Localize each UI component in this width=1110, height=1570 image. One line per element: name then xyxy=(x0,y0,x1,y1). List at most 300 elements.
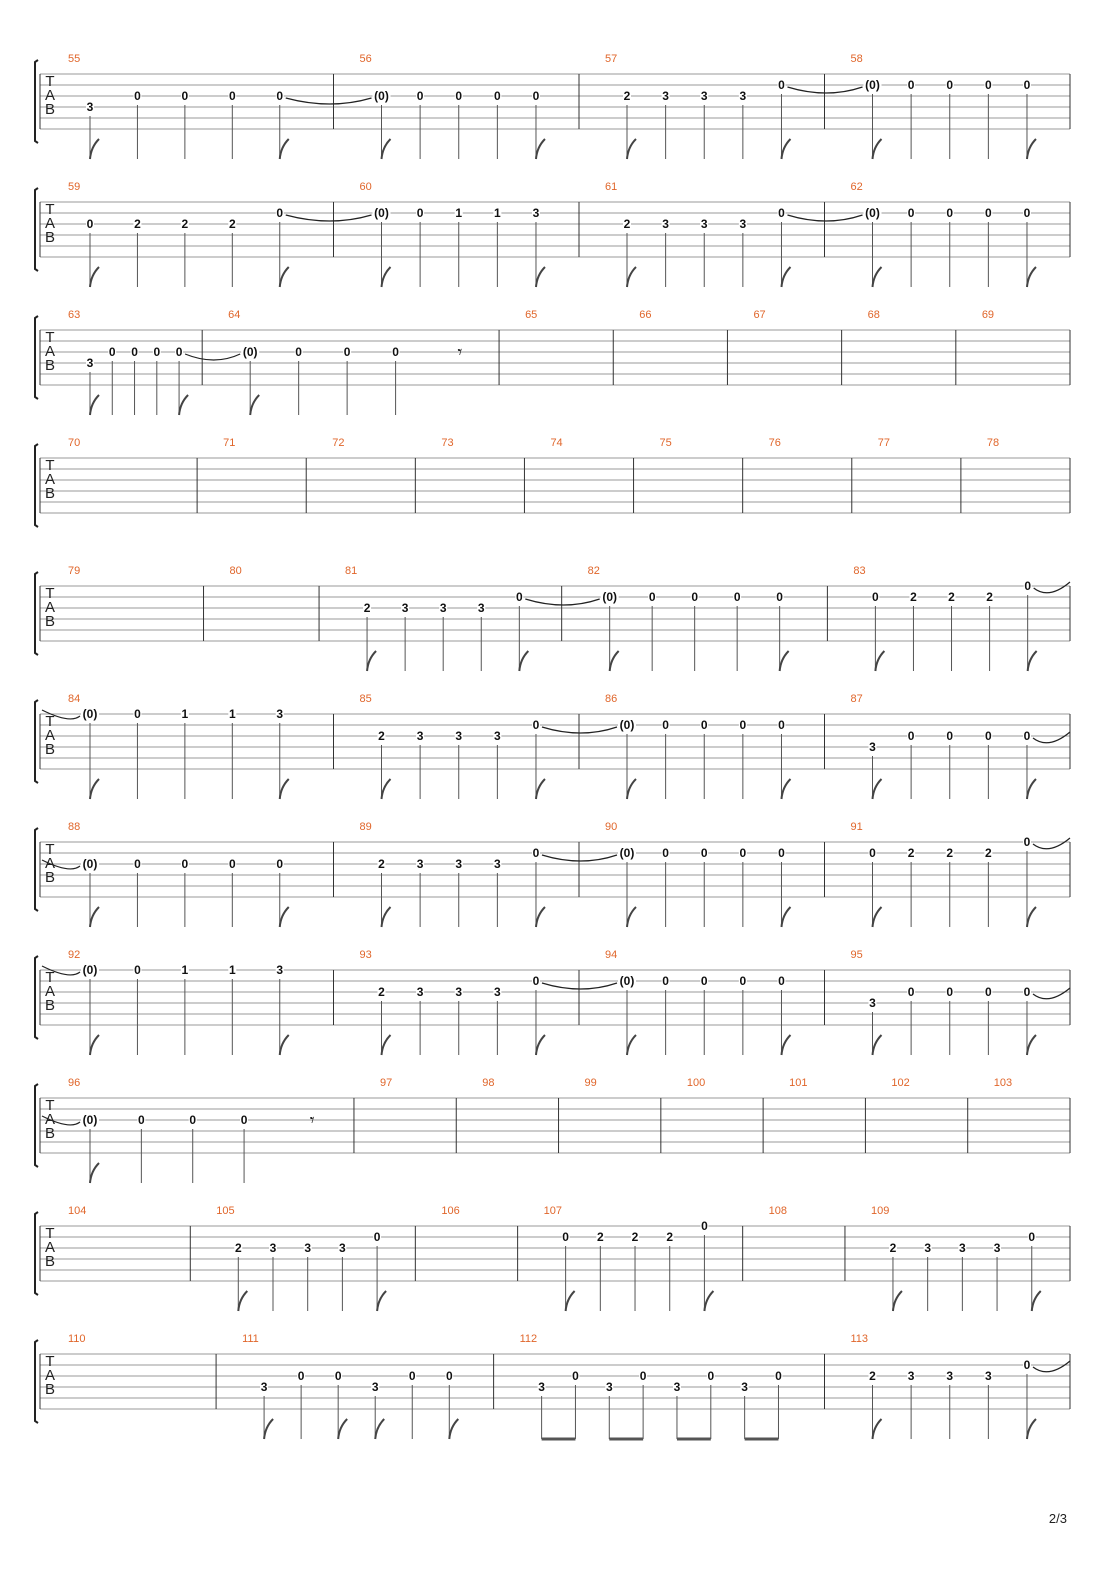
note-flag xyxy=(780,651,789,671)
tie-arc xyxy=(1033,732,1070,743)
fret-number: 0 xyxy=(872,590,879,604)
fret-number: 3 xyxy=(946,1369,954,1383)
note-flag xyxy=(519,651,528,671)
bar-number: 92 xyxy=(68,949,81,961)
fret-number: 3 xyxy=(959,1241,966,1255)
note-flag xyxy=(1027,779,1036,799)
fret-number: 2 xyxy=(378,857,385,871)
fret-number: 2 xyxy=(228,217,236,231)
fret-number: 3 xyxy=(371,1380,379,1394)
clef-letter: B xyxy=(44,1125,56,1142)
bar-number: 65 xyxy=(525,309,538,321)
note-flag xyxy=(280,1035,289,1055)
note-flag xyxy=(382,1035,391,1055)
fret-number: 0 xyxy=(639,1369,647,1383)
clef-letter: A xyxy=(44,343,56,360)
fret-number: 0 xyxy=(700,846,708,860)
clef-letter: B xyxy=(44,1381,56,1398)
tie-arc xyxy=(1033,988,1070,999)
fret-number: 0 xyxy=(907,985,915,999)
fret-number: 0 xyxy=(1024,579,1032,593)
system-bracket xyxy=(35,60,38,143)
bar-number: 109 xyxy=(870,1205,890,1217)
bar-number: 57 xyxy=(605,53,618,65)
note-flag xyxy=(1027,907,1036,927)
fret-number: 3 xyxy=(339,1241,346,1255)
fret-number: 0 xyxy=(700,718,708,732)
fret-number: 0 xyxy=(662,718,669,732)
fret-number: 0 xyxy=(778,846,785,860)
note-flag xyxy=(536,267,545,287)
tie-arc xyxy=(1033,838,1070,849)
fret-number: 0 xyxy=(134,963,141,977)
clef-letter: B xyxy=(44,229,56,246)
bar-number: 95 xyxy=(850,949,863,961)
fret-number: 0 xyxy=(494,89,501,103)
fret-number: 0 xyxy=(778,78,785,92)
note-flag xyxy=(367,651,376,671)
bar-number: 91 xyxy=(850,821,863,833)
fret-number: (0) xyxy=(619,846,635,860)
bar-number: 102 xyxy=(891,1077,910,1089)
bar-number: 68 xyxy=(867,309,880,321)
fret-number: 0 xyxy=(572,1369,579,1383)
fret-number: 2 xyxy=(631,1230,639,1244)
fret-number: (0) xyxy=(602,590,618,604)
tab-system xyxy=(35,949,1070,1055)
note-flag xyxy=(238,1291,247,1311)
bar-number: 110 xyxy=(68,1333,86,1345)
bar-number: 66 xyxy=(639,309,652,321)
clef-letter: B xyxy=(44,101,56,118)
clef-letter: A xyxy=(44,1111,56,1128)
note-flag xyxy=(90,1035,99,1055)
fret-number: 0 xyxy=(134,707,141,721)
bar-number: 63 xyxy=(68,309,81,321)
fret-number: 3 xyxy=(993,1241,1001,1255)
note-flag xyxy=(1027,267,1036,287)
clef-letter: T xyxy=(45,73,55,90)
note-flag xyxy=(90,395,99,415)
tab-system xyxy=(35,181,1070,287)
fret-number: 3 xyxy=(276,707,284,721)
note-flag xyxy=(873,907,882,927)
fret-number: 0 xyxy=(985,729,992,743)
page-number: 2/3 xyxy=(1048,1511,1067,1526)
fret-number: 2 xyxy=(889,1241,897,1255)
fret-number: (0) xyxy=(82,963,98,977)
bar-number: 60 xyxy=(359,181,372,193)
fret-number: 3 xyxy=(673,1380,681,1394)
clef-letter: T xyxy=(45,841,55,858)
fret-number: 0 xyxy=(701,1219,708,1233)
system-bracket xyxy=(35,956,38,1039)
fret-number: 1 xyxy=(181,707,189,721)
tab-system xyxy=(35,821,1070,927)
note-flag xyxy=(875,651,884,671)
bar-number: 84 xyxy=(68,693,81,705)
bar-number: 82 xyxy=(587,565,600,577)
note-flag xyxy=(1027,139,1036,159)
bar-number: 106 xyxy=(441,1205,460,1217)
fret-number: 3 xyxy=(455,985,463,999)
note-flag xyxy=(536,139,545,159)
clef-letter: B xyxy=(44,613,56,630)
note-flag xyxy=(90,907,99,927)
fret-number: 0 xyxy=(739,974,747,988)
fret-number: 3 xyxy=(86,356,94,370)
tie-arc xyxy=(185,354,240,360)
eighth-rest: 𝄾 xyxy=(457,342,463,363)
fret-number: 0 xyxy=(1023,985,1031,999)
fret-number: 2 xyxy=(946,846,954,860)
fret-number: 0 xyxy=(946,729,954,743)
fret-number: 2 xyxy=(910,590,917,604)
bar-number: 79 xyxy=(68,565,81,577)
bar-number: 100 xyxy=(686,1077,706,1089)
fret-number: 0 xyxy=(373,1230,381,1244)
fret-number: 3 xyxy=(416,985,424,999)
fret-number: 3 xyxy=(494,985,501,999)
fret-number: 0 xyxy=(392,345,399,359)
fret-number: 0 xyxy=(175,345,183,359)
note-flag xyxy=(627,267,636,287)
system-bracket xyxy=(35,1340,38,1423)
system-bracket xyxy=(35,572,38,655)
fret-number: 3 xyxy=(455,857,463,871)
fret-number: 0 xyxy=(408,1369,416,1383)
fret-number: 2 xyxy=(181,217,189,231)
fret-number: 0 xyxy=(181,89,189,103)
fret-number: 3 xyxy=(700,89,708,103)
fret-number: (0) xyxy=(865,78,880,92)
clef-letter: T xyxy=(45,329,55,346)
bar-number: 80 xyxy=(229,565,242,577)
note-flag xyxy=(90,1163,99,1183)
fret-number: 0 xyxy=(739,846,747,860)
note-flag xyxy=(449,1419,458,1439)
tie-arc xyxy=(286,98,372,104)
bar-number: 83 xyxy=(853,565,866,577)
bar-number: 89 xyxy=(359,821,372,833)
fret-number: 1 xyxy=(228,707,236,721)
fret-number: 0 xyxy=(662,846,669,860)
fret-number: 3 xyxy=(924,1241,932,1255)
note-flag xyxy=(873,779,882,799)
fret-number: 0 xyxy=(946,206,954,220)
bar-number: 64 xyxy=(228,309,241,321)
fret-number: 0 xyxy=(515,590,523,604)
bar-number: 58 xyxy=(850,53,863,65)
fret-number: 0 xyxy=(739,718,747,732)
fret-number: 0 xyxy=(297,1369,305,1383)
note-flag xyxy=(873,267,882,287)
note-flag xyxy=(90,139,99,159)
fret-number: 2 xyxy=(985,846,992,860)
fret-number: 0 xyxy=(131,345,138,359)
fret-number: (0) xyxy=(619,718,635,732)
fret-number: 1 xyxy=(228,963,236,977)
bar-number: 88 xyxy=(68,821,81,833)
fret-number: 3 xyxy=(401,601,409,615)
fret-number: 0 xyxy=(445,1369,453,1383)
fret-number: 0 xyxy=(134,89,141,103)
bar-number: 104 xyxy=(68,1205,87,1217)
note-flag xyxy=(280,907,289,927)
fret-number: 3 xyxy=(416,729,424,743)
fret-number: 0 xyxy=(1023,78,1031,92)
bar-number: 62 xyxy=(850,181,863,193)
fret-number: 0 xyxy=(343,345,351,359)
fret-number: 0 xyxy=(276,206,284,220)
bar-number: 86 xyxy=(605,693,618,705)
fret-number: 0 xyxy=(416,89,424,103)
bar-number: 111 xyxy=(242,1333,259,1345)
tie-arc xyxy=(286,215,372,221)
fret-number: 0 xyxy=(228,89,236,103)
clef-letter: B xyxy=(44,997,56,1014)
fret-number: 2 xyxy=(234,1241,242,1255)
tab-system xyxy=(35,53,1070,159)
fret-number: 0 xyxy=(276,89,284,103)
fret-number: 0 xyxy=(334,1369,342,1383)
fret-number: 0 xyxy=(228,857,236,871)
bar-number: 113 xyxy=(850,1333,869,1345)
fret-number: 0 xyxy=(691,590,699,604)
fret-number: 0 xyxy=(700,974,708,988)
bar-number: 76 xyxy=(768,437,781,449)
bar-number: 105 xyxy=(216,1205,235,1217)
fret-number: 0 xyxy=(181,857,189,871)
system-bracket xyxy=(35,444,38,527)
bar-number: 55 xyxy=(68,53,81,65)
note-flag xyxy=(338,1419,347,1439)
note-flag xyxy=(1032,1291,1041,1311)
note-flag xyxy=(566,1291,575,1311)
clef-letter: T xyxy=(45,1353,55,1370)
fret-number: 0 xyxy=(907,729,915,743)
note-flag xyxy=(627,779,636,799)
eighth-rest: 𝄾 xyxy=(309,1110,315,1131)
fret-number: 3 xyxy=(494,729,501,743)
clef-letter: A xyxy=(44,471,56,488)
note-flag xyxy=(264,1419,273,1439)
fret-number: (0) xyxy=(374,206,389,220)
fret-number: 3 xyxy=(86,100,94,114)
bar-number: 97 xyxy=(379,1077,393,1089)
system-bracket xyxy=(35,700,38,783)
note-flag xyxy=(627,1035,636,1055)
fret-number: (0) xyxy=(82,857,98,871)
fret-number: 3 xyxy=(985,1369,992,1383)
bar-number: 70 xyxy=(68,437,81,449)
note-flag xyxy=(179,395,188,415)
fret-number: 1 xyxy=(181,963,189,977)
fret-number: 2 xyxy=(623,217,631,231)
fret-number: 0 xyxy=(108,345,116,359)
note-flag xyxy=(382,907,391,927)
bar-number: 94 xyxy=(605,949,618,961)
bar-number: 71 xyxy=(223,437,236,449)
note-flag xyxy=(873,139,882,159)
fret-number: 0 xyxy=(907,206,915,220)
fret-number: 0 xyxy=(648,590,656,604)
fret-number: 2 xyxy=(134,217,141,231)
tie-arc xyxy=(525,599,599,605)
bar-number: 59 xyxy=(68,181,81,193)
fret-number: 0 xyxy=(1023,835,1031,849)
bar-number: 90 xyxy=(605,821,618,833)
note-flag xyxy=(781,139,790,159)
fret-number: 3 xyxy=(741,1380,748,1394)
fret-number: 0 xyxy=(86,217,94,231)
bar-number: 108 xyxy=(768,1205,788,1217)
note-flag xyxy=(781,1035,790,1055)
system-bracket xyxy=(35,188,38,271)
clef-letter: T xyxy=(45,201,55,218)
fret-number: 0 xyxy=(240,1113,248,1127)
bar-number: 77 xyxy=(877,437,891,449)
tab-system xyxy=(35,1333,1070,1439)
fret-number: 3 xyxy=(700,217,708,231)
note-flag xyxy=(536,779,545,799)
clef-letter: A xyxy=(44,1239,56,1256)
fret-number: 3 xyxy=(739,217,747,231)
fret-number: 3 xyxy=(477,601,485,615)
fret-number: 0 xyxy=(532,89,540,103)
note-flag xyxy=(781,779,790,799)
note-flag xyxy=(1028,651,1037,671)
fret-number: 2 xyxy=(666,1230,674,1244)
fret-number: 0 xyxy=(778,718,785,732)
note-flag xyxy=(382,267,391,287)
fret-number: 2 xyxy=(623,89,631,103)
bar-number: 112 xyxy=(519,1333,538,1345)
clef-letter: B xyxy=(44,357,56,374)
fret-number: 0 xyxy=(946,78,954,92)
clef-letter: A xyxy=(44,855,56,872)
fret-number: 3 xyxy=(605,1380,613,1394)
bar-number: 69 xyxy=(981,309,995,321)
note-flag xyxy=(627,139,636,159)
clef-letter: A xyxy=(44,983,56,1000)
bar-number: 73 xyxy=(441,437,454,449)
note-flag xyxy=(704,1291,713,1311)
fret-number: 0 xyxy=(1023,206,1031,220)
tie-arc xyxy=(1033,1361,1070,1372)
fret-number: 2 xyxy=(948,590,955,604)
bar-number: 72 xyxy=(332,437,345,449)
bar-number: 99 xyxy=(584,1077,597,1089)
fret-number: 0 xyxy=(778,206,785,220)
fret-number: 3 xyxy=(662,217,669,231)
fret-number: 0 xyxy=(985,206,992,220)
clef-letter: A xyxy=(44,215,56,232)
bar-number: 87 xyxy=(850,693,863,705)
note-flag xyxy=(781,267,790,287)
tab-system xyxy=(35,309,1070,415)
note-flag xyxy=(280,779,289,799)
fret-number: 0 xyxy=(1028,1230,1036,1244)
fret-number: 3 xyxy=(907,1369,915,1383)
fret-number: 0 xyxy=(532,718,540,732)
bar-number: 56 xyxy=(359,53,372,65)
fret-number: 0 xyxy=(946,985,954,999)
tab-system xyxy=(35,693,1070,799)
tab-system xyxy=(35,1205,1070,1311)
clef-letter: A xyxy=(44,727,56,744)
bar-number: 81 xyxy=(345,565,358,577)
tab-system xyxy=(35,1077,1070,1183)
fret-number: 0 xyxy=(662,974,669,988)
fret-number: 0 xyxy=(455,89,463,103)
bar-number: 78 xyxy=(986,437,1000,449)
fret-number: 0 xyxy=(776,590,783,604)
fret-number: 0 xyxy=(532,846,540,860)
fret-number: 3 xyxy=(532,206,540,220)
system-bracket xyxy=(35,316,38,399)
tab-system xyxy=(35,437,1070,527)
system-bracket xyxy=(35,828,38,911)
bar-number: 67 xyxy=(753,309,766,321)
note-flag xyxy=(610,651,619,671)
fret-number: 0 xyxy=(907,78,915,92)
fret-number: 0 xyxy=(775,1369,782,1383)
fret-number: (0) xyxy=(82,1113,98,1127)
fret-number: 0 xyxy=(985,985,992,999)
tie-arc xyxy=(1034,582,1070,593)
fret-number: 3 xyxy=(260,1380,268,1394)
fret-number: 0 xyxy=(532,974,540,988)
bar-number: 103 xyxy=(993,1077,1013,1089)
system-bracket xyxy=(35,1212,38,1295)
fret-number: 0 xyxy=(1023,729,1031,743)
fret-number: 3 xyxy=(494,857,501,871)
fret-number: 0 xyxy=(985,78,992,92)
note-flag xyxy=(1027,1035,1036,1055)
fret-number: 2 xyxy=(378,985,385,999)
fret-number: 3 xyxy=(869,996,876,1010)
bar-number: 107 xyxy=(543,1205,562,1217)
fret-number: 3 xyxy=(739,89,747,103)
fret-number: 3 xyxy=(439,601,447,615)
clef-letter: B xyxy=(44,1253,56,1270)
fret-number: 0 xyxy=(707,1369,715,1383)
note-flag xyxy=(1027,1419,1036,1439)
bar-number: 101 xyxy=(789,1077,808,1089)
note-flag xyxy=(375,1419,384,1439)
fret-number: 0 xyxy=(416,206,424,220)
note-flag xyxy=(382,779,391,799)
clef-letter: B xyxy=(44,741,56,758)
fret-number: 0 xyxy=(189,1113,197,1127)
fret-number: 3 xyxy=(869,740,876,754)
bar-number: 93 xyxy=(359,949,372,961)
fret-number: 1 xyxy=(494,206,501,220)
fret-number: 2 xyxy=(363,601,371,615)
fret-number: (0) xyxy=(374,89,389,103)
fret-number: 2 xyxy=(378,729,385,743)
clef-letter: T xyxy=(45,969,55,986)
fret-number: 0 xyxy=(562,1230,569,1244)
fret-number: 3 xyxy=(269,1241,277,1255)
bar-number: 61 xyxy=(605,181,618,193)
clef-letter: A xyxy=(44,1367,56,1384)
note-flag xyxy=(536,907,545,927)
note-flag xyxy=(250,395,259,415)
fret-number: 0 xyxy=(134,857,141,871)
fret-number: 0 xyxy=(733,590,741,604)
